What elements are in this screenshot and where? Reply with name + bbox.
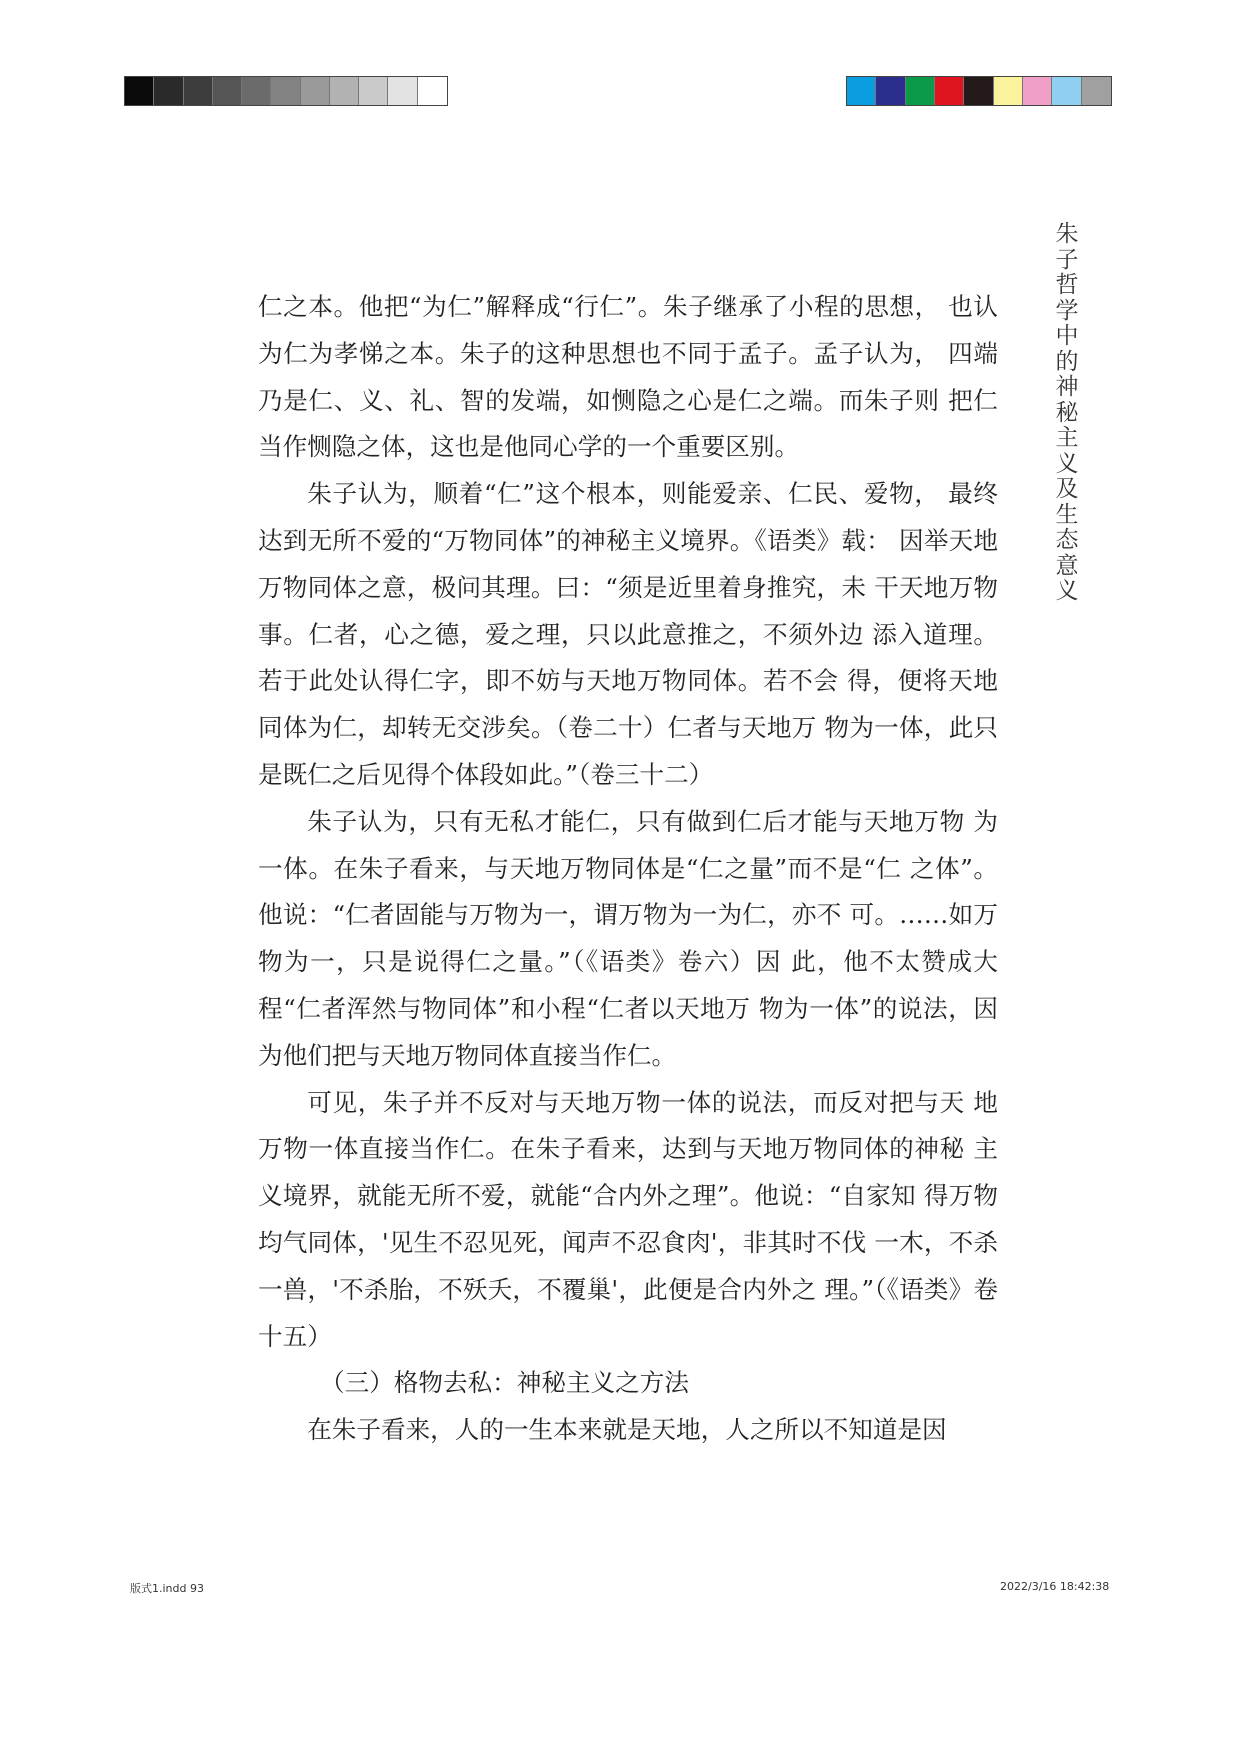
running-title-char: 子 [1055,246,1079,273]
gray-swatch-11 [418,77,447,105]
color-swatch-2 [876,77,905,105]
paragraph: 在朱子看来，人的一生本来就是天地，人之所以不知道是因 [307,1415,947,1445]
gray-swatch-2 [154,77,183,105]
gray-swatch-8 [330,77,359,105]
paragraph: 朱子认为，顺着“仁”这个根本，则能爱亲、仁民、爱物， 最终达到无所不爱的“万物同体”的神秘主义境界。《语类》载： 因举天地万物同体之意，极问其理。曰：“须是近里着身推究，未 干天地万物事。仁者，心之德，爱之理，只以此意推之，不须外边 添入道理。若于此处认得仁字，即不妨与天地万物同体。若不会 得，便将天地同体为仁，却转无交涉矣。（卷二十）仁者与天地万 物为一体，此只是既仁之后见得个体段如此。”（卷三十二） [258,479,998,789]
gray-swatch-4 [213,77,242,105]
gray-swatch-6 [271,77,300,105]
color-calibration-bar [846,76,1112,106]
running-title-char: 朱 [1055,221,1079,247]
main-text [258,284,998,1454]
running-title-char: 义 [1055,578,1079,604]
running-title-char: 意 [1055,552,1079,579]
footer-file-info: 版式1.indd 93 [130,1582,204,1595]
gray-swatch-1 [125,77,154,105]
color-swatch-5 [964,77,993,105]
running-title-char: 中 [1055,323,1079,349]
gray-swatch-7 [301,77,330,105]
gray-swatch-3 [184,77,213,105]
paragraph: 朱子认为，只有无私才能仁，只有做到仁后才能与天地万物 为一体。在朱子看来，与天地万物同体是“仁之量”而不是“仁 之体”。他说：“仁者固能与万物为一，谓万物为一为仁，亦不 可。……如万物为一，只是说得仁之量。”（《语类》卷六）因 此，他不太赞成大程“仁者浑然与物同体”和小程“仁者以天地万 物为一体”的说法，因为他们把与天地万物同体直接当作仁。 [258,806,998,1070]
section-heading: （三）格物去私：神秘主义之方法 [320,1368,689,1398]
color-swatch-6 [994,77,1023,105]
running-title-char: 哲 [1055,272,1079,298]
running-title-char: 主 [1055,425,1079,451]
running-title-char: 的 [1055,348,1079,375]
running-title-char: 学 [1055,297,1079,324]
running-title-char: 秘 [1055,399,1079,426]
color-swatch-1 [847,77,876,105]
footer-timestamp: 2022/3/16 18:42:38 [1000,1580,1110,1593]
paragraph: 仁之本。他把“为仁”解释成“行仁”。朱子继承了小程的思想， 也认为仁为孝悌之本。朱子的这种思想也不同于孟子。孟子认为， 四端乃是仁、义、礼、智的发端，如恻隐之心是仁之端。而朱子则 把仁当作恻隐之体，这也是他同心学的一个重要区别。 [258,292,998,462]
running-title-char: 态 [1055,527,1079,553]
color-swatch-9 [1082,77,1111,105]
running-title-char: 神 [1055,374,1079,400]
color-swatch-7 [1023,77,1052,105]
gray-swatch-5 [242,77,271,105]
running-title [1052,222,1082,605]
running-title-char: 生 [1055,501,1079,528]
paragraph: 可见，朱子并不反对与天地万物一体的说法，而反对把与天 地万物一体直接当作仁。在朱子看来，达到与天地万物同体的神秘 主义境界，就能无所不爱，就能“合内外之理”。他说：“自家知 得万物均气同体，'见生不忍见死，闻声不忍食肉'，非其时不伐 一木，不杀一兽，'不杀胎，不殀夭，不覆巢'，此便是合内外之 理。”（《语类》卷十五） [258,1087,998,1351]
color-swatch-3 [906,77,935,105]
running-title-char: 及 [1055,476,1079,502]
running-title-char: 义 [1055,450,1079,477]
grayscale-calibration-bar [124,76,448,106]
color-swatch-8 [1052,77,1081,105]
color-swatch-4 [935,77,964,105]
gray-swatch-9 [359,77,388,105]
gray-swatch-10 [388,77,417,105]
